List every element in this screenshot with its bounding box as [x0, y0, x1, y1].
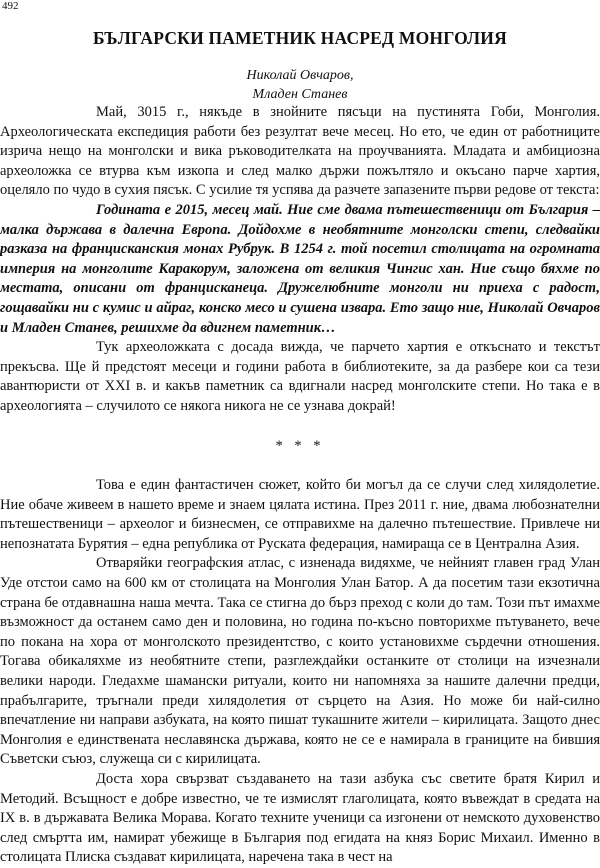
- article-body: [0, 103, 600, 868]
- paragraph: Тук археоложката с досада вижда, че парчето хартия е откъснато и текстът прекъсва. Ще й предстоят месеци и години работа в библиотеките, за да разбере кои са тези авантюристи от XXI в. и какъв паметник са вдигнали насред монголските степи. Но така е в археологията – случилото се някога никога не се узнава докрай!: [0, 339, 600, 414]
- section-separator: * * *: [275, 437, 325, 454]
- paragraph: Доста хора свързват създаването на тази азбука със светите братя Кирил и Методий. Всъщност е добре известно, че те измислят глаголицата, която въвеждат в средата на IX в. в държавата Велика Морава. Когато техните ученици са изгонени от немското духовенство след смъртта им, намират убежище в България под егидата на княз Борис Михаил. Именно в столицата Плиска създават кирилицата, наречена така в чест на: [0, 771, 600, 866]
- author-name: Николай Овчаров,: [246, 68, 354, 83]
- paragraph: Това е един фантастичен сюжет, който би могъл да се случи след хилядолетие. Ние обаче живеем в нашето време и знаем цялата истина. През 2011 г. ние, двама любознателни пътешественици – археолог и бизнесмен, се отправихме на далечно пътешествие. Привлече ни непознатата Бурятия – една република от Руската федерация, намираща се в Централна Азия.: [0, 477, 600, 552]
- page-number: 492: [2, 0, 19, 12]
- authors: [0, 66, 600, 104]
- paragraph: Май, 3015 г., някъде в знойните пясъци на пустинята Гоби, Монголия. Археологическата експедиция работи без резултат вече месец. Но ето, че един от работниците изрича нещо на монголски и вика ръководителката на проучванията. Младата и амбициозна археоложка се втурва към изкопа и след малко държи пожълтяло и окъсано парче хартия, оцеляло по чудо в сухия пясък. С усилие тя успява да разчете запазените първи редове от текста:: [0, 104, 600, 199]
- quoted-paragraph: Годината е 2015, месец май. Ние сме двама пътешественици от България – малка държава в далечна Европа. Дойдохме в необятните монголски степи, следвайки разказа на францисканския монах Рубрук. В 1254 г. той посетил столицата на огромната империя на монголите Каракорум, заложена от великия Чингис хан. Ние също бяхме по местата, описани от францисканеца. Дружелюбните монголи ни приеха с радост, гощавайки ни с кумис и айраг, конско месо и сушена извара. Ето защо ние, Николай Овчаров и Младен Станев, решихме да вдигнем паметник…: [0, 201, 600, 336]
- author-name: Младен Станев: [252, 87, 348, 102]
- article-title: БЪЛГАРСКИ ПАМЕТНИК НАСРЕД МОНГОЛИЯ: [93, 28, 507, 48]
- paragraph: Отваряйки географския атлас, с изненада видяхме, че нейният главен град Улан Уде отстои само на 600 км от столицата на Монголия Улан Батор. А да посетим тази екзотична страна бе отдавнашна наша мечта. Така се стигна до бърз преход с коли до там. Този път имахме възможност да останем само ден и половина, но година по-късно повторихме пътуването, вече по покана на хора от монголското президентство, с които установихме сърдечни отношения. Тогава обикаляхме из необятните степи, разглеждайки останките от столици на изчезнали велики народи. Гледахме шамански ритуали, които ни напомняха за нашите далечни предци, прабългарите, тръгнали преди хилядолетия от сърцето на Азия. Но може би най-силно впечатление ни направи азбуката, на която пишат тукашните жители – кирилицата. Защото днес Монголия е единствената неславянска държава, която не се е намирала в границите на бившия Съветски съюз, служеща си с кирилицата.: [0, 555, 600, 768]
